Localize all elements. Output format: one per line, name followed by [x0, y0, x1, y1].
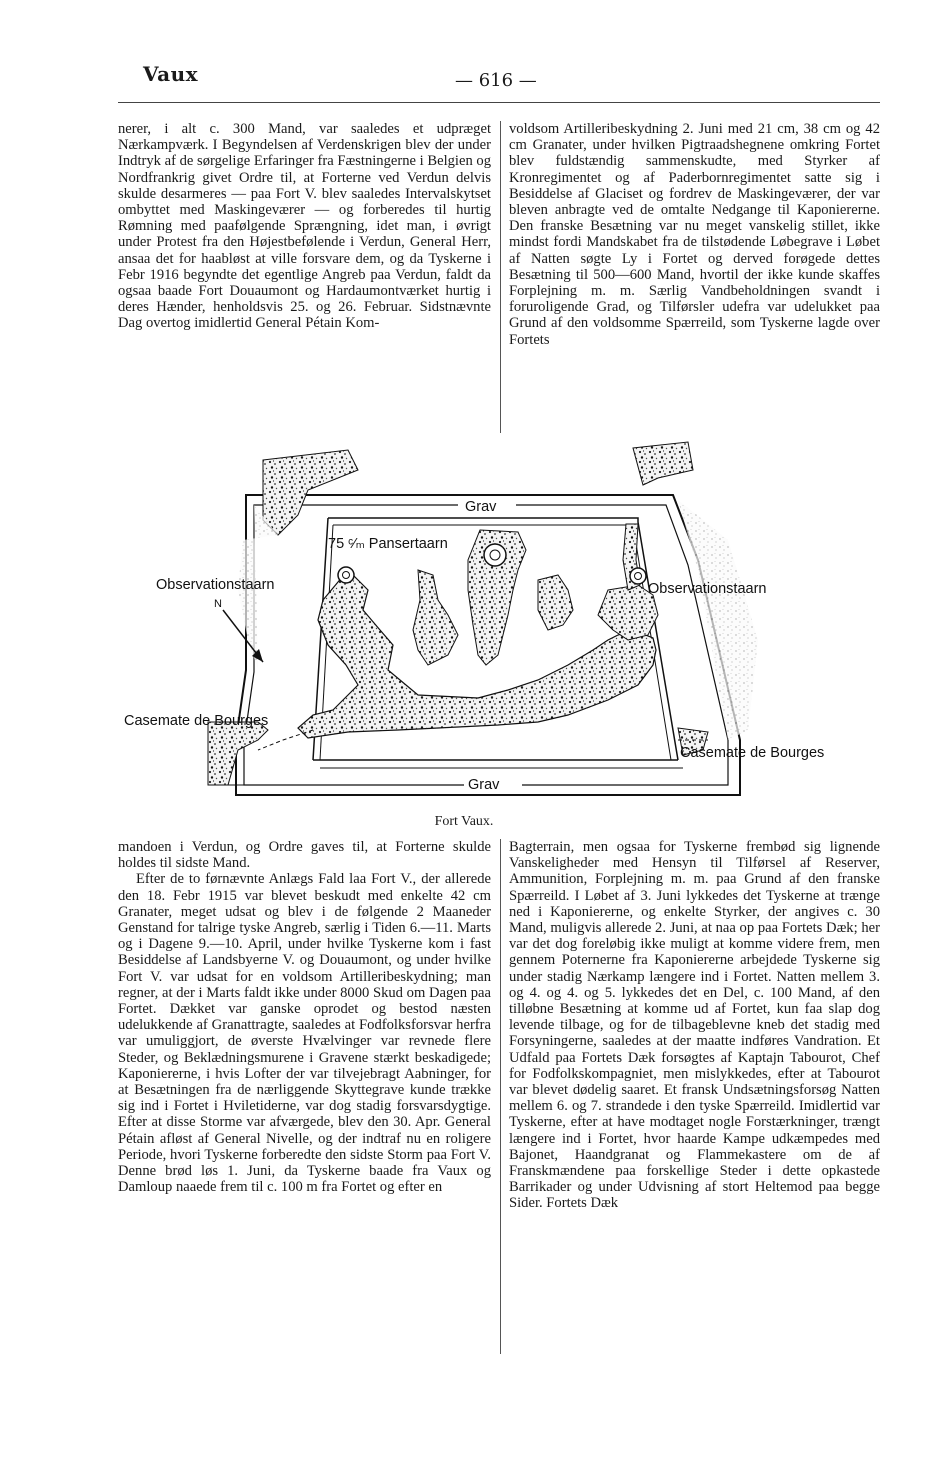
page-number: — 616 —: [455, 70, 537, 91]
grav-top-label: Grav: [465, 499, 497, 515]
column-bottom-right: [509, 839, 880, 1359]
casemate-left-label: Casemate de Bourges: [124, 713, 269, 729]
paragraph: mandoen i Verdun, og Ordre gaves til, at Forterne skulde holdes til sidste Mand.: [118, 839, 491, 872]
figure-caption: Fort Vaux.: [434, 814, 494, 829]
paragraph: nerer, i alt c. 300 Mand, var saaledes et udpræget Nærkampværk. I Begyndelsen af Verdenskrigen blev der under Indtryk af de sørgelige Erfaringer fra Fæstningerne i Belgien og Nordfrankrig givet Ordre til, at Forterne ved Verdun delvis skulde desarmeres — paa Fort V. blev saaledes Intervalskytset ombyttet med Maskingeværer — og forberedes til hurtig Rømning med paafølgende Sprængning, idet man, i øvrigt under Protest fra den Højestbefølende i Verdun, General Herr, ansaa det for haabløst at ville forsvare dem, og da Tyskerne i Febr 1916 begyndte det egentlige Angreb paa Verdun, faldt da ogsaa baade Fort Douaumont og Hardaumontværket hurtig i deres Hænder, henholdsvis 25. og 26. Februar. Sidstnævnte Dag overtog imidlertid General Pétain Kom-: [118, 121, 491, 332]
paragraph: Efter de to førnævnte Anlægs Fald laa Fort V., der allerede den 18. Febr 1915 var blevet beskudt med enkelte 42 cm Granater, meget udsat og blev i de følgende 2 Maaneder Genstand for talrige tyske Angreb, særlig i Tiden 6.—11. Marts og i Dagene 9.—10. April, under hvilke Tyskerne kom i fast Besiddelse af Landsbyerne V. og Douaumont, og under hvilke Fort V. var udsat for en voldsom Artilleribeskydning; man regner, at der i Marts faldt ikke under 8000 Skud om Dagen paa Fortet. Dækket var ganske oprodet og bestod næsten udelukkende af Granattragte, saaledes at Fodfolksforsvar herfra var umuliggjort, de øverste Hvælvinger var revnede flere Steder, og Beklædningsmurene i Gravene stærkt beskadigede; Kaponiererne, i hvis Lofter der var tilvejebragt Aabninger, for at Besætningen fra de nærliggende Skyttegrave kunde trække sig ind i Fortet i Hviletiderne, var dog stadig forsvarsdygtige. Efter at disse Storme var afværgede, blev den 30. Apr. General Pétain afløst af General Nivelle, og der indtraf nu en roligere Periode, hvori Tyskerne forberedte den sidste Storm paa Fort V. Denne brød løs 1. Juni, da Tyskerne baade fra Vaux og Damloup naaede frem til c. 100 m fra Fortet og efter en: [118, 871, 491, 1196]
paragraph: voldsom Artilleribeskydning 2. Juni med 21 cm, 38 cm og 42 cm Granater, under hvilken Pigtraadshegnene omkring Fortet blev fuldstændig sammenskudte, med Styrker af Kronregimentet og af Paderbornregimentet satte sig i Besiddelse af Glaciset og fordrev de Maskingeværer, der var bleven anbragte ved de omtalte Nedgange til Kaponiererne. Den franske Besætning var nu meget vanskelig stillet, ikke mindst fordi Mandskabet fra de tilstødende Løbegrave i Løbet af Natten søgte Ly i Fortet og derved forøgede dettes Besætning til 500—600 Mand, hvortil der ikke kunde skaffes Forplejning m. m. Særlig Vandbeholdningen svandt i foruroligende Grad, og Tilførsler udefra var udelukket paa Grund af den voldsomme Spærreild, som Tyskerne lagde over Fortets: [509, 121, 880, 348]
north-label: N: [214, 598, 222, 610]
casemate-right-label: Casemate de Bourges: [680, 745, 825, 761]
obs-right-label: Observationstaarn: [648, 581, 767, 597]
running-head: Vaux: [143, 62, 199, 86]
column-divider-bottom: [500, 839, 501, 1354]
header-rule: [118, 102, 880, 103]
obs-left-label: Observationstaarn: [156, 577, 275, 593]
fort-vaux-plan: [118, 440, 880, 812]
fort-body: [298, 524, 658, 738]
column-bottom-left: [118, 839, 491, 1359]
grav-bottom-label: Grav: [468, 777, 500, 793]
column-divider-top: [500, 121, 501, 433]
column-top-right: [509, 121, 880, 435]
column-top-left: [118, 121, 491, 435]
panser-label: 75 ᶜ⁄ₘ Pansertaarn: [328, 536, 448, 552]
paragraph: Bagterrain, men ogsaa for Tyskerne frembød sig lignende Vanskeligheder med Hensyn til Tilførsel af Reserver, Ammunition, Forplejning m. m. paa Grund af den franske Spærreild. I Løbet af 3. Juni lykkedes det Tyskerne at trænge ned i Kaponiererne, og enkelte Styrker, der angives c. 30 Mand, muligvis allerede 2. Juni, at naa op paa Fortets Dæk; her var det dog foreløbig ikke muligt at komme videre frem, men gennem Poternerne fra Kaponiererne arbejdede Tyskerne sig under stadig Nærkamp længere ind i Fortet. Natten mellem 3. og 4. og 4. og 5. lykkedes det en Del, c. 100 Mand, af den tilløbne Besætning at komme ud af Fortet, kun faa slap dog levende tilbage, og for de tilbageblevne kneb det stadig med Forsyningerne, saaledes at der maatte indføres Vandration. Et Udfald paa Fortets Dæk forsøgtes af Kaptajn Tabourot, Chef for Fodfolkskompagniet, men mislykkedes, efter at Tabourot var blevet dødelig saaret. Et fransk Undsætningsforsøg Natten mellem 6. og 7. strandede i den tyske Spærreild. Imidlertid var Tyskerne, efter at have modtaget nogle Forstærkninger, trængt længere ind i Fortet, hvor haarde Kampe udkæmpedes med Bajonet, Haandgranat og Flammekastere om de af Franskmændene paa forskellige Steder i dette opkastede Barrikader og under Udvisning af stort Heltemod paa begge Sider. Fortets Dæk: [509, 839, 880, 1212]
